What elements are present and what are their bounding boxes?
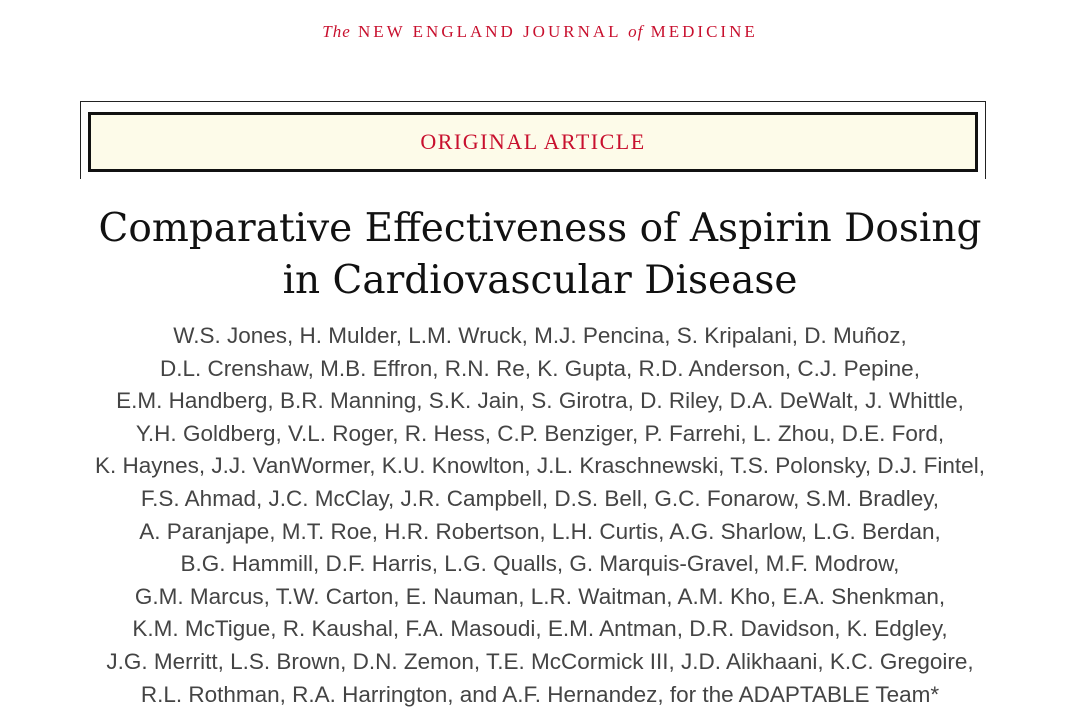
author-line: R.L. Rothman, R.A. Harrington, and A.F. Hernandez, for the ADAPTABLE Team* xyxy=(140,681,940,707)
author-line: B.G. Hammill, D.F. Harris, L.G. Qualls, G. Marquis-Gravel, M.F. Modrow, xyxy=(180,551,900,577)
author-line: Y.H. Goldberg, V.L. Roger, R. Hess, C.P. Benziger, P. Farrehi, L. Zhou, D.E. Ford, xyxy=(135,420,945,446)
author-line: K. Haynes, J.J. VanWormer, K.U. Knowlton, J.L. Kraschnewski, T.S. Polonsky, D.J. Fintel, xyxy=(95,453,985,479)
author-line: F.S. Ahmad, J.C. McClay, J.R. Campbell, D.S. Bell, G.C. Fonarow, S.M. Bradley, xyxy=(140,485,940,511)
author-line: E.M. Handberg, B.R. Manning, S.K. Jain, S. Girotra, D. Riley, D.A. DeWalt, J. Whittle, xyxy=(116,388,964,414)
article-title-line-2: in Cardiovascular Disease xyxy=(282,258,798,303)
author-list xyxy=(0,320,1080,711)
author-line: D.L. Crenshaw, M.B. Effron, R.N. Re, K. Gupta, R.D. Anderson, C.J. Pepine, xyxy=(160,355,920,381)
author-line: W.S. Jones, H. Mulder, L.M. Wruck, M.J. Pencina, S. Kripalani, D. Muñoz, xyxy=(173,323,907,348)
author-line: K.M. McTigue, R. Kaushal, F.A. Masoudi, E.M. Antman, D.R. Davidson, K. Edgley, xyxy=(132,616,948,642)
journal-name-of: of xyxy=(628,22,644,41)
article-type-banner xyxy=(88,112,978,172)
author-line: A. Paranjape, M.T. Roe, H.R. Robertson, L.H. Curtis, A.G. Sharlow, L.G. Berdan, xyxy=(139,518,941,544)
article-title xyxy=(0,203,1080,307)
author-line: G.M. Marcus, T.W. Carton, E. Nauman, L.R. Waitman, A.M. Kho, E.A. Shenkman, xyxy=(134,583,946,609)
journal-name-the: The xyxy=(322,22,351,41)
article-title-line-1: Comparative Effectiveness of Aspirin Dosing xyxy=(98,206,982,251)
journal-header xyxy=(0,22,1080,42)
author-line: J.G. Merritt, L.S. Brown, D.N. Zemon, T.E. McCormick III, J.D. Alikhaani, K.C. Gregoire, xyxy=(106,648,974,674)
journal-name-part2: MEDICINE xyxy=(650,22,758,41)
journal-name-part1: NEW ENGLAND JOURNAL xyxy=(358,22,621,41)
article-type-label: ORIGINAL ARTICLE xyxy=(420,129,646,154)
